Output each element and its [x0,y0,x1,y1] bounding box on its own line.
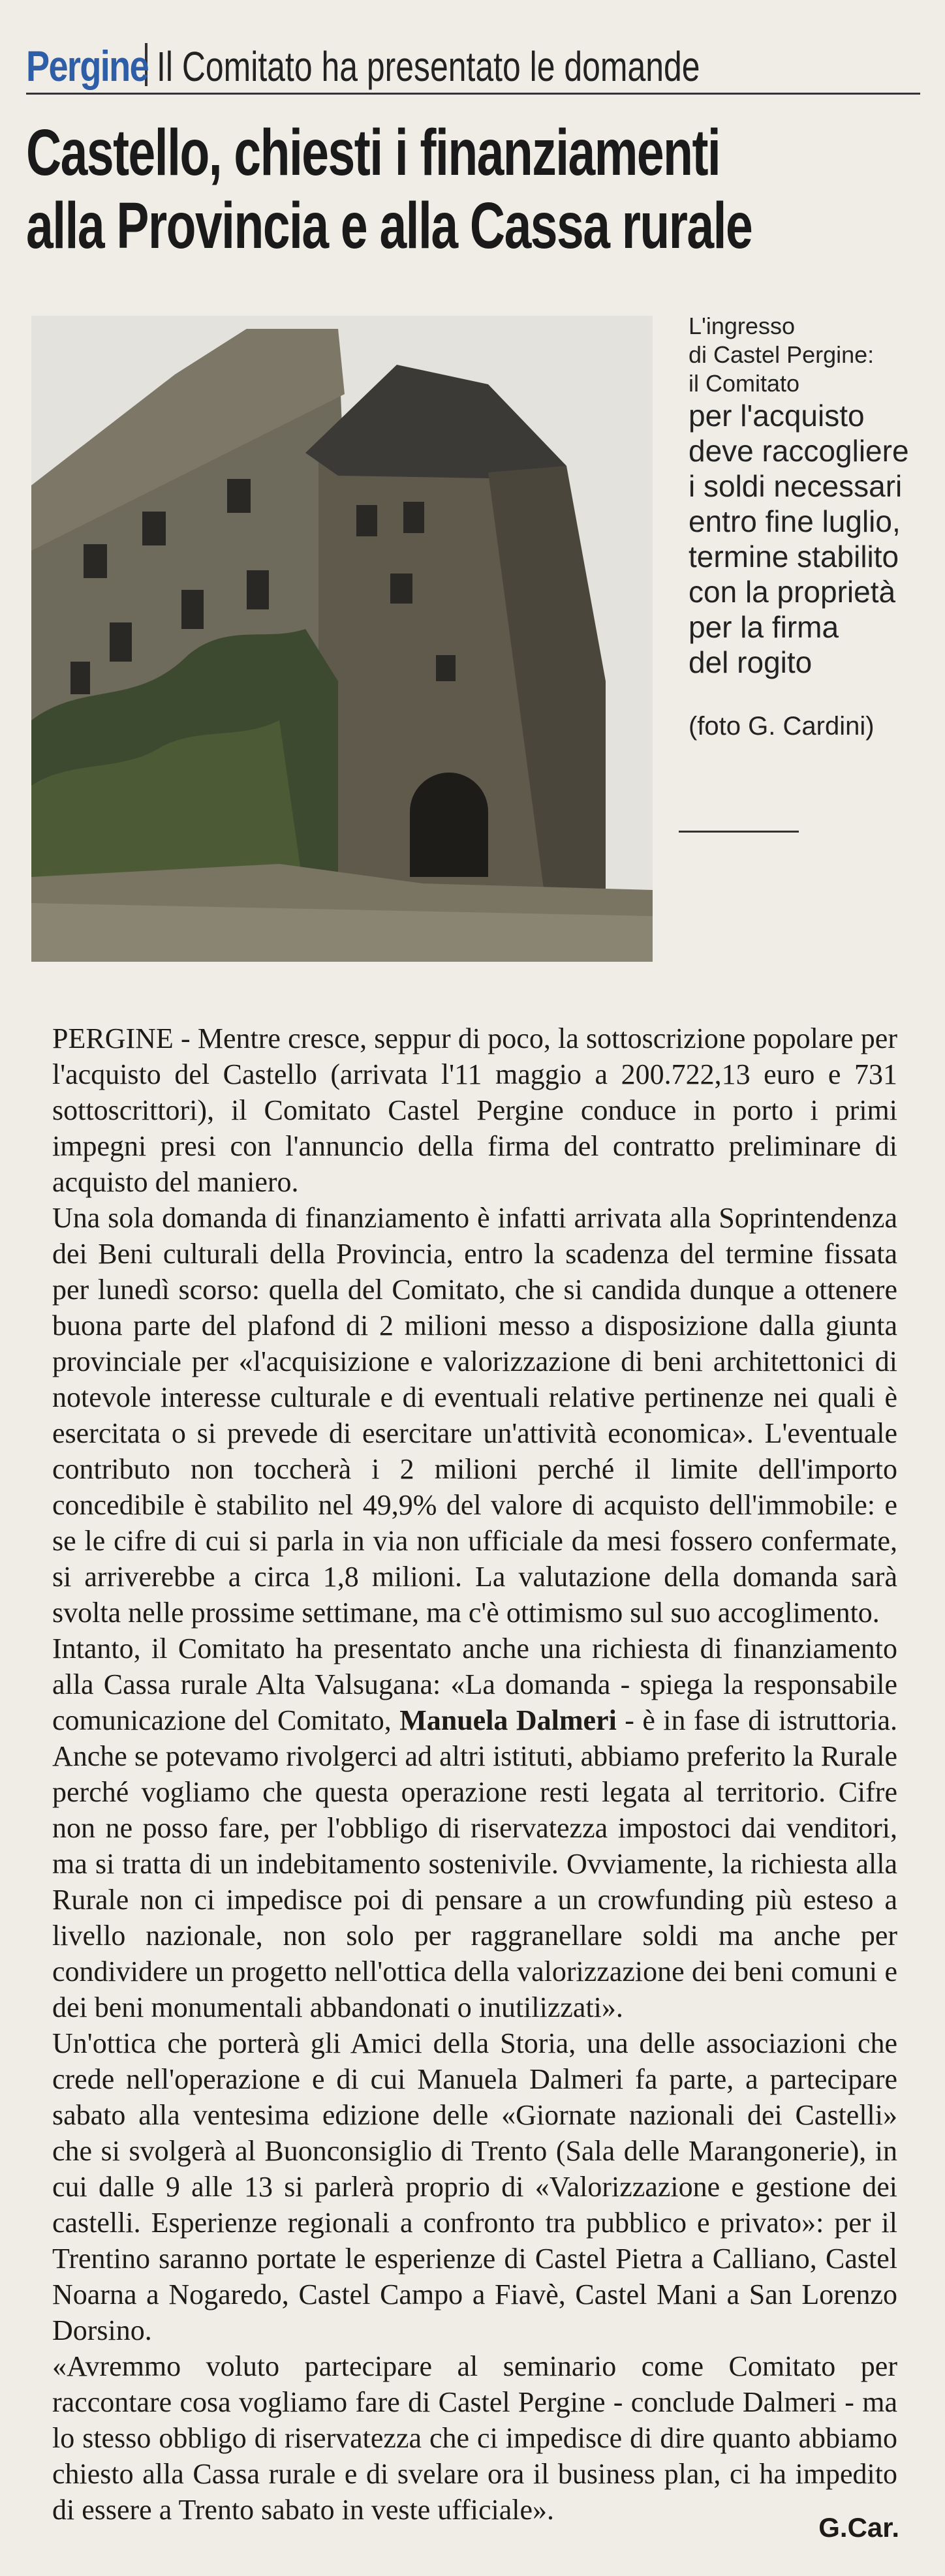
section-topic: Il Comitato ha presentato le domande [157,43,700,90]
body-paragraph: PERGINE - Mentre cresce, seppur di poco, la sottoscrizione popolare per l'acquisto del Castello (arrivata l'11 maggio a 200.722,13 euro e 731 sottoscrittori), il Comitato Castel Pergine conduce in porto i primi impegni presi con l'annuncio della firma del contratto preliminare di acquisto del maniero. [52,1022,897,1198]
caption-rule [679,831,799,833]
headline-line-2: alla Provincia e alla Cassa rurale [26,189,752,262]
caption-line: termine stabilito [689,540,899,574]
caption-line: deve raccogliere [689,434,909,468]
author-signature: G.Car. [818,2512,899,2543]
caption-line: L'ingresso [689,313,795,339]
caption-line: per l'acquisto [689,399,865,433]
body-text-run: - è in fase di istruttoria. Anche se potevamo rivolgerci ad altri istituti, abbiamo preferito la Rurale perché vogliamo che questa operazione resti legata al territorio. Cifre non ne posso fare, per l'obbligo di riservatezza impostoci dai venditori, ma si tratta di un indebitamento sostenivile. Ovviamente, la richiesta alla Rurale non ci impedisce poi di pensare a un crowfunding più esteso a livello nazionale, non solo per raggranellare soldi ma anche per condividere un progetto nell'ottica della valorizzazione dei beni comuni e dei beni monumentali abbandonati o inutilizzati». [52,1704,897,2023]
body-paragraph: Un'ottica che porterà gli Amici della Storia, una delle associazioni che crede nell'operazione e di cui Manuela Dalmeri fa parte, a partecipare sabato alla ventesima edizione delle «Giornate nazionali dei Castelli» che si svolgerà al Buonconsiglio di Trento (Sala delle Marangonerie), in cui dalle 9 alle 13 si parlerà proprio di «Valorizzazione e gestione dei castelli. Esperienze regionali a confronto tra pubblico e privato»: per il Trentino saranno portate le esperienze di Castel Pietra a Calliano, Castel Noarna a Nogaredo, Castel Campo a Fiavè, Castel Mani a San Lorenzo Dorsino. [52,2027,897,2346]
castle-illustration [31,316,653,962]
body-text-run: Intanto, il Comitato ha presentato anche una richiesta di finanziamento alla Cassa rurale Alta Valsugana: «La domanda - spiega la responsabile comunicazione del Comitato, [52,1633,897,1736]
person-name: Manuela Dalmeri [399,1704,617,1736]
body-paragraph: Una sola domanda di finanziamento è infatti arrivata alla Soprintendenza dei Beni culturali della Provincia, entro la scadenza del termine fissata per lunedì scorso: quella del Comitato, che si candida dunque a ottenere buona parte del plafond di 2 milioni messo a disposizione dalla giunta provinciale per «l'acquisizione e valorizzazione di beni architettonici di notevole interesse culturale e di eventuali relative pertinenze nei quali è esercitata o si prevede di esercitare un'attività economica». L'eventuale contributo non toccherà i 2 milioni perché il limite dell'importo concedibile è stabilito nel 49,9% del valore di acquisto dell'immobile: e se le cifre di cui si parla in via non ufficiale da mesi fossero confermate, si arriverebbe a circa 1,8 milioni. La valutazione della domanda sarà svolta nelle prossime settimane, ma c'è ottimismo sul suo accoglimento. [52,1202,897,1629]
headline-line-1: Castello, chiesti i finanziamenti [26,116,720,189]
photo-caption [689,312,930,744]
section-town: Pergine [26,42,149,90]
caption-line: i soldi necessari [689,469,903,503]
castle-photo [31,316,653,962]
caption-line: di Castel Pergine: [689,341,875,368]
article-body [52,1020,897,2528]
caption-line: per la firma [689,610,839,644]
caption-line: con la proprietà [689,575,896,609]
section-kicker [26,33,920,95]
body-paragraph: «Avremmo voluto partecipare al seminario come Comitato per raccontare cosa vogliamo fare di Castel Pergine - conclude Dalmeri - ma lo stesso obbligo di riservatezza che ci impedisce di dire quanto abbiamo chiesto alla Cassa rurale e di svelare ora il business plan, ci ha impedito di essere a Trento sabato in veste ufficiale». [52,2350,897,2526]
caption-line: il Comitato [689,370,800,397]
body-paragraph [52,1631,897,2025]
caption-line: del rogito [689,645,813,679]
photo-credit: (foto G. Cardini) [689,712,875,741]
article-headline [26,116,927,262]
caption-line: entro fine luglio, [689,504,901,538]
